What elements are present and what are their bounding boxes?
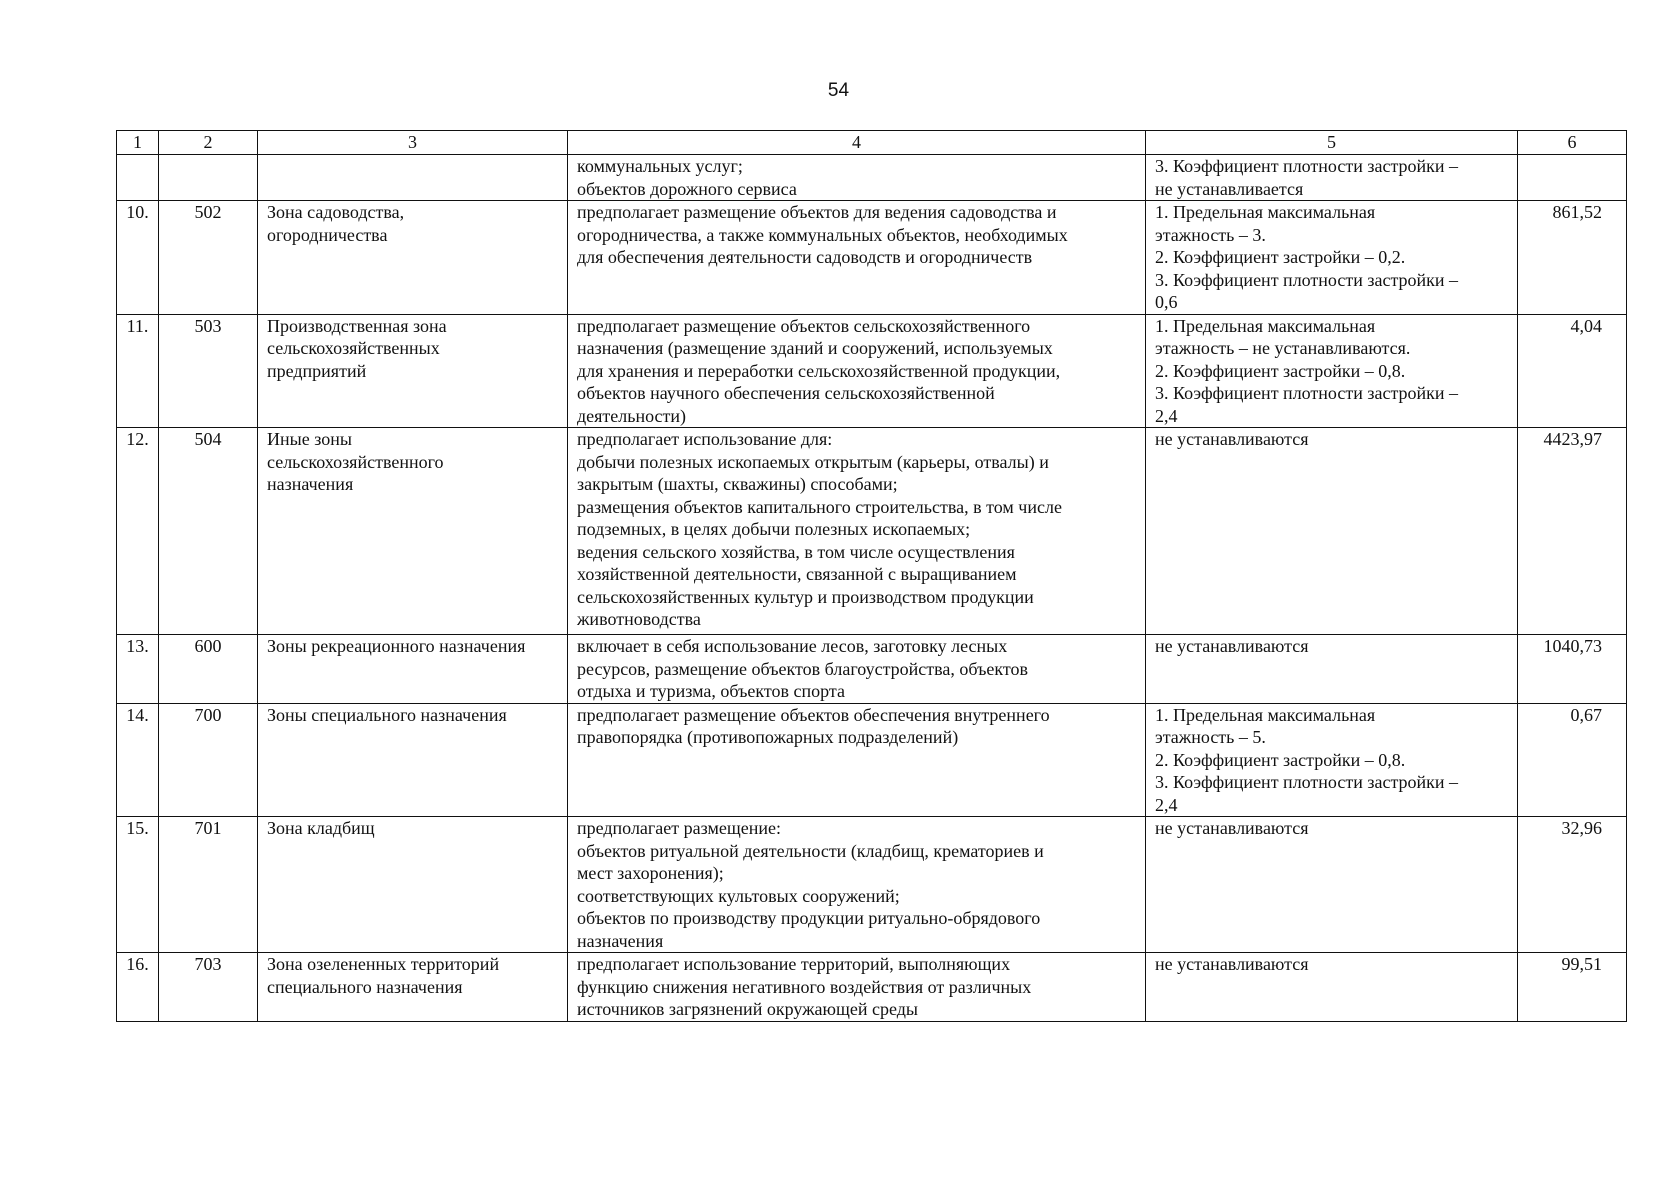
zone-name bbox=[258, 201, 568, 315]
zone-area: 861,52 bbox=[1518, 201, 1627, 315]
zone-parameters-line: этажность – 3. bbox=[1155, 224, 1266, 245]
zone-description-line: объектов по производству продукции ритуально-обрядового bbox=[577, 908, 1041, 928]
zone-name-line: специального назначения bbox=[267, 976, 463, 997]
zone-parameters-line: 3. Коэффициент плотности застройки – bbox=[1155, 269, 1459, 290]
zone-parameters-line: 2. Коэффициент застройки – 0,8. bbox=[1155, 749, 1406, 770]
zone-description-line: ресурсов, размещение объектов благоустройства, объектов bbox=[577, 658, 1029, 679]
row-number: 13. bbox=[117, 635, 159, 704]
zone-parameters-line: не устанавливаются bbox=[1155, 429, 1309, 449]
row-number: 12. bbox=[117, 428, 159, 635]
zone-description-line: источников загрязнений окружающей среды bbox=[577, 999, 918, 1019]
zone-parameters-line: не устанавливается bbox=[1155, 178, 1304, 199]
zone-name-line: сельскохозяйственных bbox=[267, 338, 440, 358]
zone-description bbox=[568, 155, 1146, 201]
column-header: 4 bbox=[568, 131, 1146, 155]
zone-name-line: назначения bbox=[267, 474, 354, 494]
zone-parameters-line: 3. Коэффициент плотности застройки – bbox=[1155, 772, 1459, 792]
zone-parameters-line: не устанавливаются bbox=[1155, 818, 1309, 838]
zone-name-line: Зона садоводства, bbox=[267, 202, 405, 222]
zone-name bbox=[258, 155, 568, 201]
zone-name-line: сельскохозяйственного bbox=[267, 451, 444, 472]
zone-description-line: предполагает размещение объектов сельскохозяйственного bbox=[577, 315, 1031, 336]
table-row bbox=[117, 155, 1627, 201]
zone-description-line: мест захоронения); bbox=[577, 863, 724, 883]
zone-name-line: Зоны специального назначения bbox=[267, 704, 507, 725]
zone-description-line: объектов ритуальной деятельности (кладбищ, крематориев и bbox=[577, 840, 1044, 861]
zone-parameters-line: не устанавливаются bbox=[1155, 954, 1309, 974]
table-row bbox=[117, 201, 1627, 315]
zone-parameters bbox=[1146, 635, 1518, 704]
zone-code: 703 bbox=[159, 953, 258, 1022]
zone-description bbox=[568, 428, 1146, 635]
column-header: 1 bbox=[117, 131, 159, 155]
zone-code: 701 bbox=[159, 817, 258, 953]
table-row bbox=[117, 817, 1627, 953]
zone-description-line: предполагает размещение объектов обеспечения внутреннего bbox=[577, 704, 1050, 725]
zone-area: 1040,73 bbox=[1518, 635, 1627, 704]
zone-area: 99,51 bbox=[1518, 953, 1627, 1022]
column-header: 5 bbox=[1146, 131, 1518, 155]
zone-parameters bbox=[1146, 428, 1518, 635]
zone-description-line: деятельности) bbox=[577, 405, 687, 426]
zone-parameters bbox=[1146, 201, 1518, 315]
zone-parameters-line: этажность – не устанавливаются. bbox=[1155, 338, 1411, 358]
zone-name-line: Иные зоны bbox=[267, 429, 352, 449]
zone-description-line: соответствующих культовых сооружений; bbox=[577, 885, 900, 906]
row-number: 15. bbox=[117, 817, 159, 953]
zone-name-line: Зона кладбищ bbox=[267, 818, 375, 838]
zone-description-line: отдыха и туризма, объектов спорта bbox=[577, 681, 846, 701]
zone-code: 700 bbox=[159, 703, 258, 817]
zone-code: 503 bbox=[159, 314, 258, 428]
zone-description-line: для хранения и переработки сельскохозяйственной продукции, bbox=[577, 360, 1061, 381]
zone-area: 4,04 bbox=[1518, 314, 1627, 428]
zone-area: 0,67 bbox=[1518, 703, 1627, 817]
zone-name-line: Зона озелененных территорий bbox=[267, 954, 500, 974]
table-row bbox=[117, 703, 1627, 817]
zone-name-line: огородничества bbox=[267, 224, 388, 245]
zone-name-line: предприятий bbox=[267, 360, 367, 381]
zone-parameters-line: 2,4 bbox=[1155, 405, 1178, 426]
zone-description bbox=[568, 201, 1146, 315]
zone-code bbox=[159, 155, 258, 201]
zone-parameters bbox=[1146, 817, 1518, 953]
zone-description-line: подземных, в целях добычи полезных ископаемых; bbox=[577, 519, 971, 539]
zone-description-line: огородничества, а также коммунальных объектов, необходимых bbox=[577, 224, 1068, 245]
zone-description bbox=[568, 953, 1146, 1022]
zone-parameters-line: 0,6 bbox=[1155, 292, 1178, 312]
table-row bbox=[117, 428, 1627, 635]
zone-description-line: включает в себя использование лесов, заготовку лесных bbox=[577, 636, 1008, 656]
zone-description-line: назначения (размещение зданий и сооружений, используемых bbox=[577, 338, 1053, 358]
zone-description-line: предполагает использование территорий, выполняющих bbox=[577, 954, 1011, 974]
zone-parameters-line: этажность – 5. bbox=[1155, 727, 1266, 747]
zone-description bbox=[568, 703, 1146, 817]
zone-description-line: назначения bbox=[577, 930, 664, 951]
zone-description-line: предполагает размещение объектов для ведения садоводства и bbox=[577, 202, 1057, 222]
zone-description-line: животноводства bbox=[577, 609, 701, 629]
zone-name bbox=[258, 314, 568, 428]
zone-description-line: функцию снижения негативного воздействия от различных bbox=[577, 976, 1032, 997]
zone-parameters bbox=[1146, 314, 1518, 428]
header-row bbox=[117, 131, 1627, 155]
column-header: 6 bbox=[1518, 131, 1627, 155]
zone-description-line: объектов научного обеспечения сельскохозяйственной bbox=[577, 383, 995, 403]
zone-description-line: для обеспечения деятельности садоводств и огородничеств bbox=[577, 247, 1033, 267]
table-row bbox=[117, 314, 1627, 428]
zone-parameters bbox=[1146, 155, 1518, 201]
row-number: 16. bbox=[117, 953, 159, 1022]
zone-parameters-line: не устанавливаются bbox=[1155, 636, 1309, 656]
column-header: 3 bbox=[258, 131, 568, 155]
zone-parameters-line: 1. Предельная максимальная bbox=[1155, 202, 1376, 222]
zone-parameters-line: 3. Коэффициент плотности застройки – bbox=[1155, 383, 1459, 403]
zone-name bbox=[258, 953, 568, 1022]
zone-area: 4423,97 bbox=[1518, 428, 1627, 635]
zone-code: 600 bbox=[159, 635, 258, 704]
zone-parameters-line: 2,4 bbox=[1155, 794, 1178, 815]
zone-parameters-line: 2. Коэффициент застройки – 0,2. bbox=[1155, 247, 1406, 267]
zone-description-line: объектов дорожного сервиса bbox=[577, 178, 797, 199]
zone-description-line: коммунальных услуг; bbox=[577, 156, 743, 176]
row-number: 10. bbox=[117, 201, 159, 315]
zones-table bbox=[116, 130, 1627, 1022]
zone-description-line: хозяйственной деятельности, связанной с выращиванием bbox=[577, 564, 1017, 584]
zone-name bbox=[258, 817, 568, 953]
zone-description bbox=[568, 314, 1146, 428]
zone-code: 502 bbox=[159, 201, 258, 315]
table-row bbox=[117, 953, 1627, 1022]
zone-parameters bbox=[1146, 953, 1518, 1022]
zone-description-line: размещения объектов капитального строительства, в том числе bbox=[577, 496, 1062, 517]
zone-area: 32,96 bbox=[1518, 817, 1627, 953]
row-number: 11. bbox=[117, 314, 159, 428]
zone-parameters-line: 3. Коэффициент плотности застройки – bbox=[1155, 156, 1459, 176]
zone-description-line: ведения сельского хозяйства, в том числе осуществления bbox=[577, 541, 1015, 562]
table-row bbox=[117, 635, 1627, 704]
zone-parameters-line: 2. Коэффициент застройки – 0,8. bbox=[1155, 360, 1406, 381]
zone-parameters-line: 1. Предельная максимальная bbox=[1155, 315, 1376, 336]
row-number bbox=[117, 155, 159, 201]
zone-description-line: закрытым (шахты, скважины) способами; bbox=[577, 474, 898, 494]
row-number: 14. bbox=[117, 703, 159, 817]
zone-name bbox=[258, 703, 568, 817]
zone-name-line: Зоны рекреационного назначения bbox=[267, 636, 526, 656]
zone-parameters bbox=[1146, 703, 1518, 817]
zone-description-line: предполагает использование для: bbox=[577, 429, 833, 449]
zone-area bbox=[1518, 155, 1627, 201]
zone-name bbox=[258, 428, 568, 635]
zone-description bbox=[568, 817, 1146, 953]
zone-name-line: Производственная зона bbox=[267, 315, 447, 336]
zone-description-line: добычи полезных ископаемых открытым (карьеры, отвалы) и bbox=[577, 451, 1049, 472]
zone-code: 504 bbox=[159, 428, 258, 635]
zone-parameters-line: 1. Предельная максимальная bbox=[1155, 704, 1376, 725]
zone-description-line: правопорядка (противопожарных подразделений) bbox=[577, 727, 959, 747]
column-header: 2 bbox=[159, 131, 258, 155]
zone-description bbox=[568, 635, 1146, 704]
zone-name bbox=[258, 635, 568, 704]
page-number: 54 bbox=[827, 80, 850, 101]
zone-description-line: сельскохозяйственных культур и производством продукции bbox=[577, 586, 1034, 607]
zone-description-line: предполагает размещение: bbox=[577, 818, 781, 838]
